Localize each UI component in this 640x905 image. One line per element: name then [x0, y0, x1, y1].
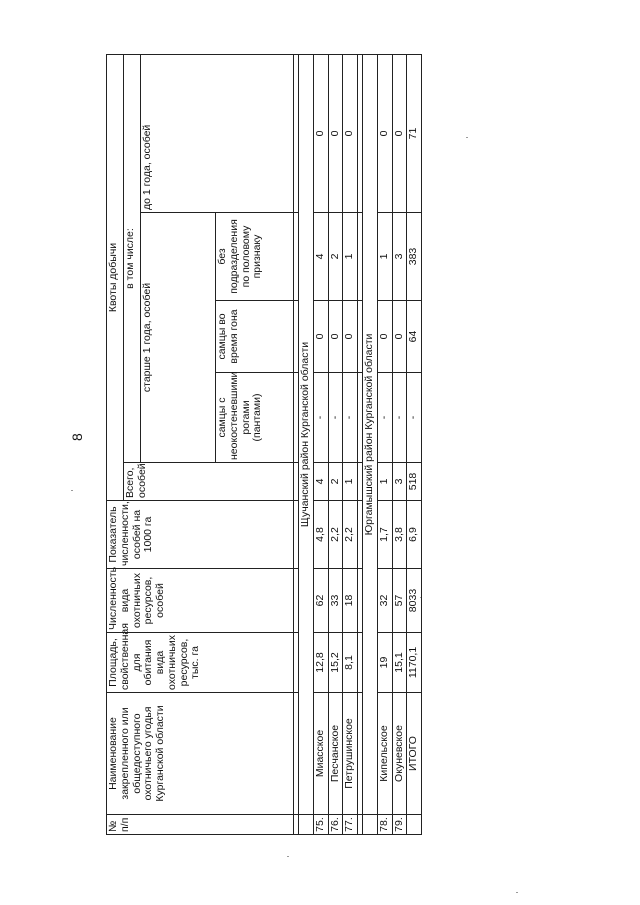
- row-males-antlers: -: [343, 373, 358, 463]
- header-quota-group: Квоты добычи: [107, 54, 124, 500]
- table-row: [328, 54, 343, 834]
- section-title: Юргамышский район Курганской области: [363, 54, 378, 814]
- total-density: 6,9: [407, 501, 422, 569]
- row-total: 1: [343, 463, 358, 501]
- row-no-sex: 4: [313, 213, 328, 301]
- total-under1: 71: [407, 54, 422, 212]
- header-name: Наименование закрепленного или общедоступного охотничьего угодья Курганской области: [107, 693, 294, 815]
- scan-speck: [287, 856, 289, 857]
- page-number: 8: [69, 433, 85, 441]
- row-area: 19: [377, 633, 392, 693]
- row-total: 3: [392, 463, 407, 501]
- row-no-sex: 1: [343, 213, 358, 301]
- total-row: [407, 54, 422, 834]
- row-males-antlers: -: [328, 373, 343, 463]
- row-males-antlers: -: [377, 373, 392, 463]
- quota-table: [106, 54, 422, 835]
- row-total: 2: [328, 463, 343, 501]
- header-males-rut: самцы во время гона: [216, 301, 294, 373]
- row-males-antlers: -: [392, 373, 407, 463]
- total-total: 518: [407, 463, 422, 501]
- table-row: [343, 54, 358, 834]
- scan-speck: [466, 137, 468, 138]
- row-density: 2,2: [328, 501, 343, 569]
- section-spacer: [363, 815, 378, 835]
- section-spacer: [299, 815, 314, 835]
- total-area: 1170,1: [407, 633, 422, 693]
- header-population: Численность вида охотничьих ресурсов, особей: [107, 569, 294, 633]
- scan-speck: [516, 892, 518, 893]
- total-males-rut: 64: [407, 301, 422, 373]
- total-label: ИТОГО: [407, 693, 422, 815]
- row-population: 18: [343, 569, 358, 633]
- header-num: № п/п: [107, 815, 294, 835]
- row-under1: 0: [328, 54, 343, 212]
- row-males-rut: 0: [377, 301, 392, 373]
- row-num: 78.: [377, 815, 392, 835]
- row-population: 62: [313, 569, 328, 633]
- total-row-num: [407, 815, 422, 835]
- row-num: 76.: [328, 815, 343, 835]
- row-num: 77.: [343, 815, 358, 835]
- total-population: 8033: [407, 569, 422, 633]
- row-num: 75.: [313, 815, 328, 835]
- section-title: Щучанский район Курганской области: [299, 54, 314, 814]
- row-under1: 0: [343, 54, 358, 212]
- row-density: 4,8: [313, 501, 328, 569]
- row-under1: 0: [392, 54, 407, 212]
- header-males-antlers: самцы с неокостеневшими рогами (пантами): [216, 373, 294, 463]
- row-males-rut: 0: [343, 301, 358, 373]
- row-males-antlers: -: [313, 373, 328, 463]
- row-area: 12,8: [313, 633, 328, 693]
- header-density: Показатель численности, особей на 1000 га: [107, 501, 294, 569]
- table-row: [313, 54, 328, 834]
- row-no-sex: 2: [328, 213, 343, 301]
- rotated-table-frame: [106, 55, 420, 835]
- row-name: Миасское: [313, 693, 328, 815]
- table-row: [377, 54, 392, 834]
- header-no-sex: без подразделения по половому признаку: [216, 213, 294, 301]
- row-density: 3,8: [392, 501, 407, 569]
- header-total: Всего, особей: [124, 463, 294, 501]
- row-population: 33: [328, 569, 343, 633]
- row-under1: 0: [377, 54, 392, 212]
- row-area: 8,1: [343, 633, 358, 693]
- header-older: старше 1 года, особей: [141, 213, 216, 463]
- row-density: 2,2: [343, 501, 358, 569]
- row-total: 4: [313, 463, 328, 501]
- row-no-sex: 3: [392, 213, 407, 301]
- total-males-antlers: -: [407, 373, 422, 463]
- header-area: Площадь, свойственная для обитания вида охотничьих ресурсов, тыс. га: [107, 633, 294, 693]
- row-males-rut: 0: [313, 301, 328, 373]
- row-area: 15,2: [328, 633, 343, 693]
- row-density: 1,7: [377, 501, 392, 569]
- row-name: Песчанское: [328, 693, 343, 815]
- row-males-rut: 0: [392, 301, 407, 373]
- row-num: 79.: [392, 815, 407, 835]
- total-no-sex: 383: [407, 213, 422, 301]
- row-no-sex: 1: [377, 213, 392, 301]
- table-row: [392, 54, 407, 834]
- row-area: 15,1: [392, 633, 407, 693]
- scan-speck: [71, 490, 73, 491]
- row-total: 1: [377, 463, 392, 501]
- row-population: 57: [392, 569, 407, 633]
- row-males-rut: 0: [328, 301, 343, 373]
- header-under1: до 1 года, особей: [141, 54, 294, 212]
- row-under1: 0: [313, 54, 328, 212]
- row-name: Кипельское: [377, 693, 392, 815]
- row-name: Петрушинское: [343, 693, 358, 815]
- row-population: 32: [377, 569, 392, 633]
- row-name: Окуневское: [392, 693, 407, 815]
- header-incl: в том числе:: [124, 54, 141, 462]
